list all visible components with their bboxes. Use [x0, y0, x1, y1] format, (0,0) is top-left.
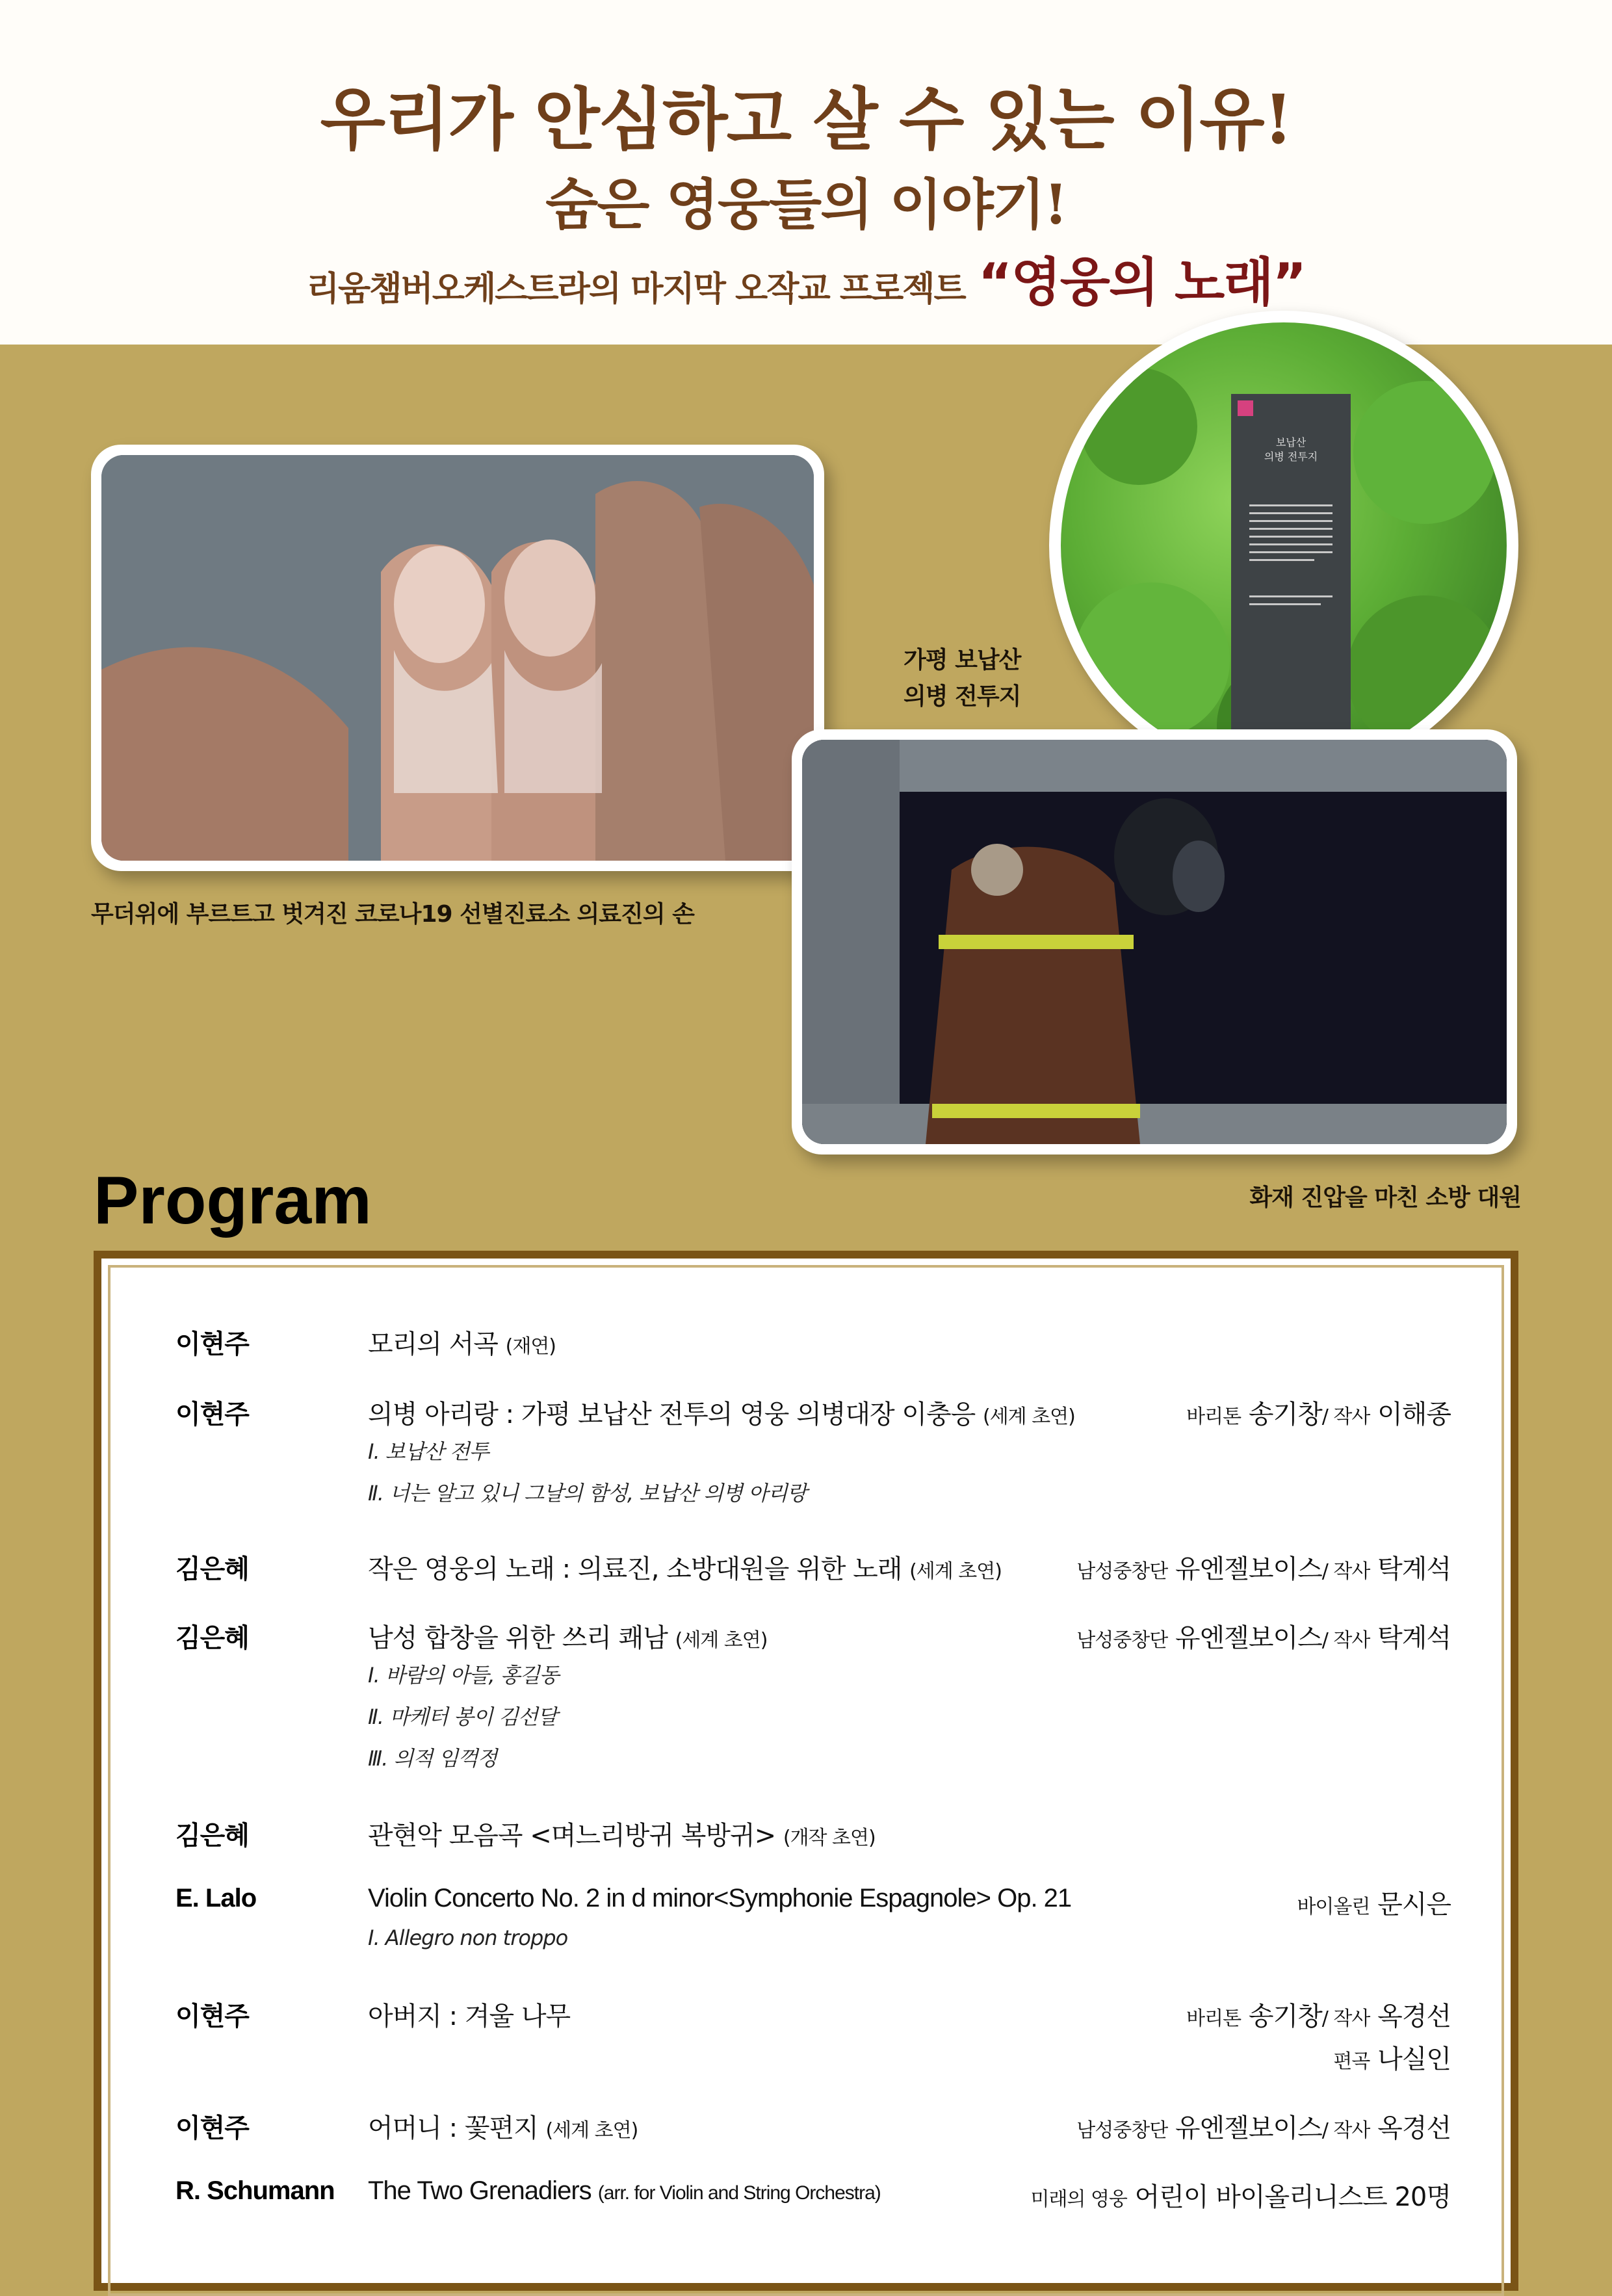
- composer: 이현주: [176, 2113, 249, 2143]
- subheadline: 숨은 영웅들의 이야기!: [545, 172, 1067, 237]
- work-title: [368, 1617, 768, 1654]
- performer-role: 남성중창단: [1076, 1629, 1168, 1652]
- caption-battlefield-line2: 의병 전투지: [904, 683, 1021, 710]
- movement: Ⅲ. 의적 임꺽정: [368, 1746, 497, 1771]
- lyricist-name: 탁계석: [1377, 1623, 1451, 1653]
- composer: 김은혜: [176, 1623, 249, 1653]
- performer-role: 바리톤: [1186, 2007, 1242, 2030]
- performer-name: 어린이 바이올리니스트 20명: [1134, 2182, 1451, 2212]
- work-title: [368, 2107, 638, 2145]
- header-banner: [0, 0, 1612, 345]
- work-title-text: 남성 합창을 위한 쓰리 쾌남: [368, 1623, 668, 1653]
- firefighter-illustration: [802, 740, 1507, 1144]
- lyricist-name: 탁계석: [1377, 1554, 1451, 1584]
- performer-role: 미래의 영웅: [1030, 2188, 1127, 2211]
- program-box: [94, 1251, 1518, 2291]
- performer-name: 송기창: [1248, 2002, 1322, 2031]
- movement: Ⅰ. Allegro non troppo: [368, 1925, 568, 1950]
- memorial-illustration: [1061, 322, 1507, 768]
- movement: Ⅰ. 바람의 아들, 홍길동: [368, 1663, 559, 1688]
- firefighter-image: [802, 740, 1507, 1144]
- composer: 이현주: [176, 1400, 249, 1429]
- performer-name: 유엔젤보이스: [1175, 1623, 1322, 1653]
- performer: [1076, 1548, 1451, 1585]
- arranger: [1333, 2039, 1451, 2076]
- movement: Ⅱ. 마케터 봉이 김선달: [368, 1704, 557, 1729]
- photo-medical-hands: [91, 445, 824, 871]
- composer: 김은혜: [176, 1821, 249, 1851]
- work-title-text: 아버지 : 겨울 나무: [368, 2002, 571, 2031]
- work-title-text: 의병 아리랑 : 가평 보납산 전투의 영웅 의병대장 이충응: [368, 1400, 976, 1429]
- movement: Ⅱ. 너는 알고 있니 그날의 함성, 보납산 의병 아리랑: [368, 1481, 807, 1506]
- premiere-note: (세계 초연): [545, 2119, 638, 2142]
- composer: 이현주: [176, 1329, 249, 1359]
- sign-title-1: 보납산: [1275, 436, 1306, 449]
- lyricist-label: / 작사: [1321, 2007, 1370, 2030]
- performer-name: 송기창: [1248, 1400, 1322, 1429]
- work-title-text: The Two Grenadiers: [368, 2176, 592, 2205]
- lyricist-name: 이해종: [1377, 1400, 1451, 1429]
- project-line: [0, 241, 1612, 315]
- work-title-text: 관현악 모음곡 <며느리방귀 복방귀>: [368, 1821, 776, 1851]
- premiere-note: (세계 초연): [983, 1405, 1075, 1428]
- performer: [1076, 1617, 1451, 1654]
- hands-illustration: [101, 455, 814, 861]
- performer-name: 문시은: [1377, 1890, 1451, 1920]
- lyricist-label: / 작사: [1321, 1560, 1370, 1583]
- lyricist-label: / 작사: [1321, 1629, 1370, 1652]
- performer: [1076, 2107, 1451, 2145]
- performer-role: 남성중창단: [1076, 2119, 1168, 2142]
- premiere-note: (세계 초연): [675, 1629, 768, 1652]
- caption-battlefield-line1: 가평 보납산: [904, 647, 1021, 673]
- premiere-note: (개작 초연): [783, 1827, 876, 1849]
- premiere-note: (세계 초연): [909, 1560, 1002, 1583]
- work-title: [368, 1324, 556, 1361]
- work-title: [368, 1394, 1075, 1431]
- performer-name: 유엔젤보이스: [1175, 1554, 1322, 1584]
- work-title-text: 작은 영웅의 노래 : 의료진, 소방대원을 위한 노래: [368, 1554, 902, 1584]
- caption-firefighter: 화재 진압을 마친 소방 대원: [1249, 1184, 1521, 1211]
- composer: 김은혜: [176, 1554, 249, 1584]
- premiere-note: (재연): [505, 1335, 556, 1358]
- caption-hands: 무더위에 부르트고 벗겨진 코로나19 선별진료소 의료진의 손: [91, 901, 694, 928]
- work-title-text: 어머니 : 꽃편지: [368, 2113, 538, 2143]
- work-title: [368, 2176, 881, 2206]
- work-title: [368, 1815, 876, 1852]
- arranger-name: 나실인: [1377, 2044, 1451, 2074]
- project-name: “영웅의 노래”: [978, 252, 1306, 313]
- performer: [1297, 1884, 1451, 1921]
- work-title: [368, 1996, 570, 2033]
- lyricist-name: 옥경선: [1377, 2113, 1451, 2143]
- work-title: [368, 1548, 1002, 1585]
- performer-role: 남성중창단: [1076, 1560, 1168, 1583]
- work-title-text: 모리의 서곡: [368, 1329, 498, 1359]
- performer-role: 바리톤: [1186, 1405, 1242, 1428]
- photo-firefighter: [792, 729, 1517, 1155]
- work-title: [368, 1884, 1071, 1913]
- program-heading: Program: [94, 1163, 372, 1238]
- arranger-label: 편곡: [1333, 2050, 1370, 2073]
- performer: [1030, 2176, 1451, 2213]
- headline: 우리가 안심하고 살 수 있는 이유!: [320, 79, 1292, 159]
- project-intro: 리움챔버오케스트라의 마지막 오작교 프로젝트: [306, 270, 965, 309]
- movement: Ⅰ. 보납산 전투: [368, 1439, 489, 1464]
- memorial-image: [1061, 322, 1507, 768]
- performer-role: 바이올린: [1297, 1896, 1370, 1918]
- composer: 이현주: [176, 2002, 249, 2031]
- sign-title-2: 의병 전투지: [1264, 450, 1318, 463]
- lyricist-label: / 작사: [1321, 2119, 1370, 2142]
- photo-battlefield-memorial: [1049, 311, 1518, 780]
- hands-image: [101, 455, 814, 861]
- composer: R. Schumann: [176, 2176, 335, 2205]
- composer: E. Lalo: [176, 1884, 257, 1912]
- caption-battlefield: [904, 642, 1020, 715]
- performer: [1186, 1394, 1451, 1431]
- work-title-text: Violin Concerto No. 2 in d minor<Symphonie Espagnole> Op. 21: [368, 1884, 1072, 1912]
- lyricist-label: / 작사: [1321, 1405, 1370, 1428]
- performer-name: 유엔젤보이스: [1175, 2113, 1322, 2143]
- lyricist-name: 옥경선: [1377, 2002, 1451, 2031]
- arrangement-note: (arr. for Violin and String Orchestra): [597, 2182, 881, 2204]
- performer: [1186, 1996, 1451, 2033]
